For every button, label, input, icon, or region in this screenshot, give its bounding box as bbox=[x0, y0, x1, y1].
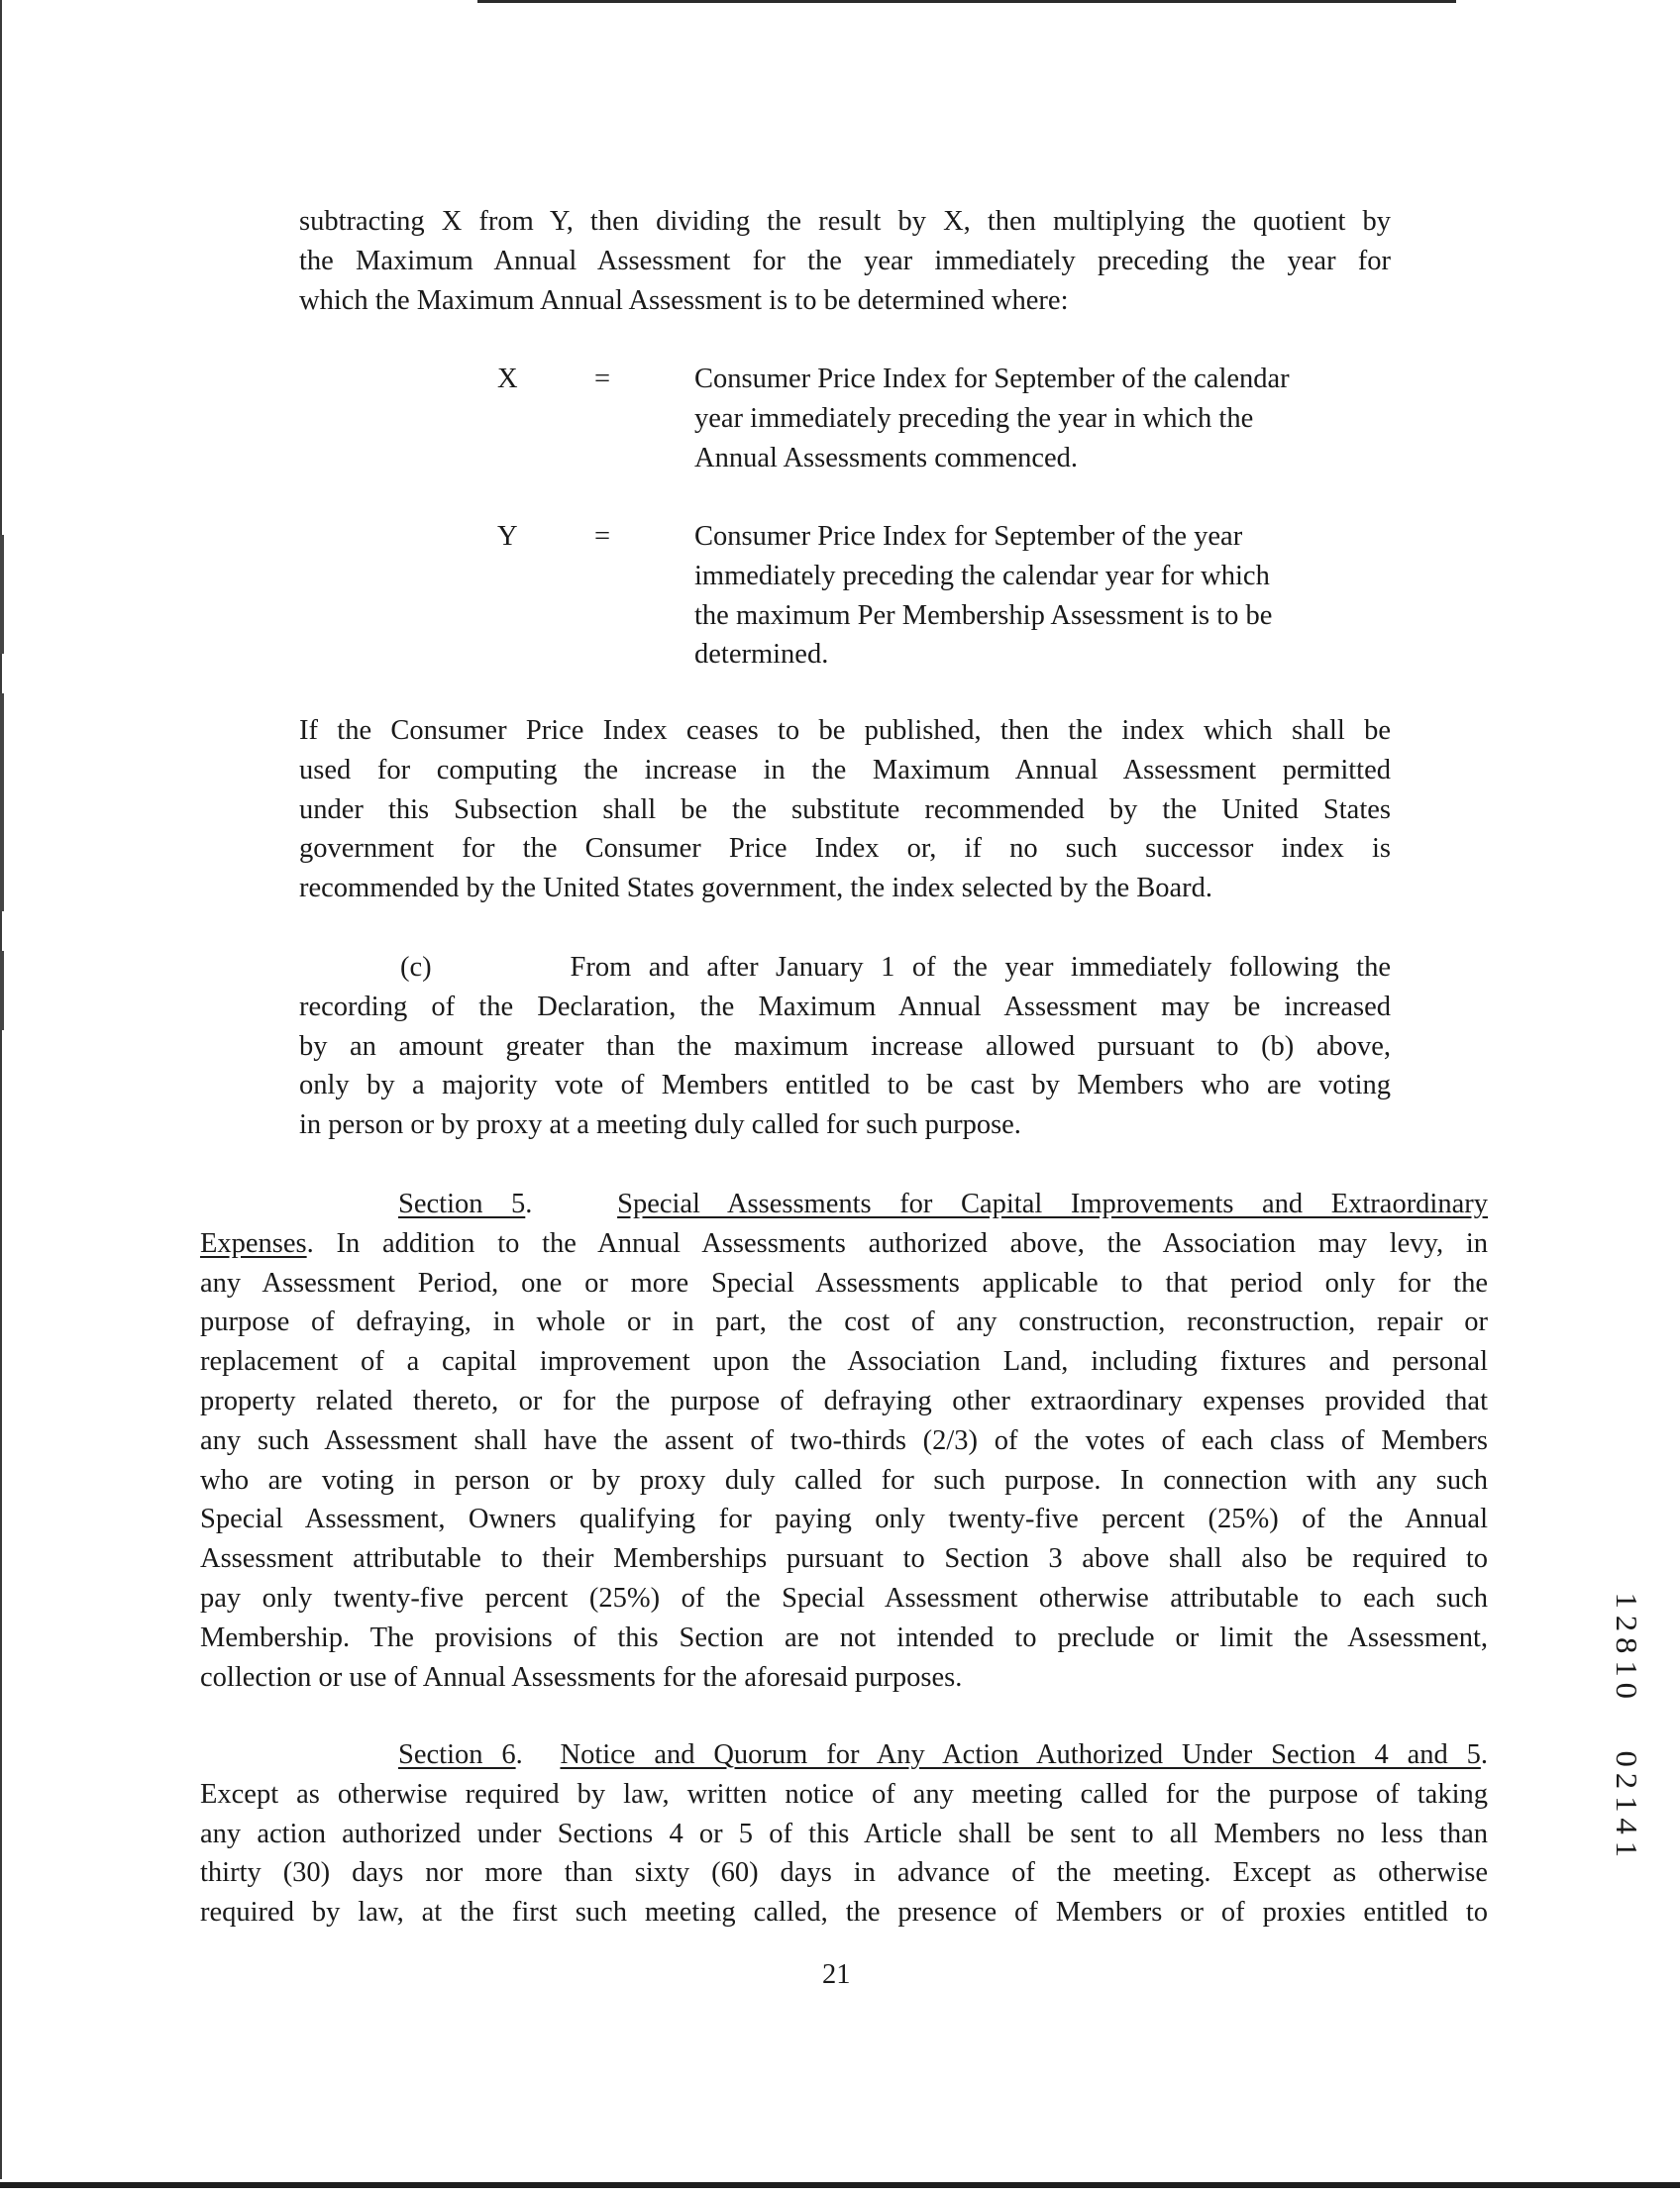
section-6-number: Section 6 bbox=[398, 1739, 516, 1770]
stamp-character: 1 bbox=[1609, 1659, 1644, 1677]
cpi-paragraph bbox=[299, 711, 1391, 908]
cpi-line: government for the Consumer Price Index or, if no such successor index is bbox=[299, 833, 1391, 865]
stamp-character: 4 bbox=[1609, 1818, 1644, 1834]
section-5-number: Section 5 bbox=[398, 1189, 526, 1219]
definition-text bbox=[694, 360, 1290, 477]
section-5-line: property related thereto, or for the purpose of defraying other extraordinary expenses provided that bbox=[200, 1385, 1488, 1416]
section-5-heading-line: Section 5. Special Assessments for Capital Improvements and Extraordinary bbox=[398, 1189, 1488, 1219]
section-6-line: Except as otherwise required by law, written notice of any meeting called for the purpose of taking bbox=[200, 1778, 1488, 1810]
page-number: 21 bbox=[822, 1959, 851, 1990]
subsection-c-text: From and after January 1 of the year immediately following the bbox=[570, 952, 1391, 983]
top-border-line bbox=[477, 0, 1456, 3]
section-5-line: collection or use of Annual Assessments for the aforesaid purposes. bbox=[200, 1661, 963, 1693]
cpi-line: If the Consumer Price Index ceases to be published, then the index which shall be bbox=[299, 715, 1391, 746]
stamp-character: 1 bbox=[1609, 1840, 1644, 1857]
definition-symbol: Y bbox=[497, 521, 518, 552]
section-6-title: Notice and Quorum for Any Action Authorized Under Section 4 and 5 bbox=[560, 1739, 1481, 1770]
definition-x bbox=[497, 360, 1290, 488]
definition-line: Consumer Price Index for September of the year bbox=[694, 521, 1243, 552]
stamp-character: 8 bbox=[1609, 1637, 1644, 1654]
section-5-line: replacement of a capital improvement upon the Association Land, including fixtures and personal bbox=[200, 1346, 1488, 1378]
cpi-line: used for computing the increase in the Maximum Annual Assessment permitted bbox=[299, 754, 1391, 785]
section-5-line: any such Assessment shall have the assent of two-thirds (2/3) of the votes of each class of Members bbox=[200, 1424, 1488, 1456]
stamp-character: 1 bbox=[1609, 1592, 1644, 1609]
cpi-line: under this Subsection shall be the substitute recommended by the United States bbox=[299, 793, 1391, 825]
recording-stamp bbox=[1609, 1589, 1644, 1859]
section-5-line: who are voting in person or by proxy duly called for such purpose. In connection with any such bbox=[200, 1464, 1488, 1496]
definition-line: the maximum Per Membership Assessment is to be bbox=[694, 599, 1273, 631]
scan-mark bbox=[0, 693, 4, 911]
definition-line: year immediately preceding the year in which the bbox=[694, 402, 1254, 434]
section-5-title-cont: Expenses bbox=[200, 1227, 307, 1259]
cpi-line: recommended by the United States government, the index selected by the Board. bbox=[299, 873, 1213, 904]
section-6-line: thirty (30) days nor more than sixty (60) days in advance of the meeting. Except as otherwise bbox=[200, 1857, 1488, 1889]
scan-mark bbox=[0, 951, 4, 1030]
definition-equals: = bbox=[594, 364, 611, 394]
subsection-marker: (c) bbox=[400, 952, 432, 983]
subsection-c-line: recording of the Declaration, the Maximum Annual Assessment may be increased bbox=[299, 991, 1391, 1022]
intro-paragraph bbox=[299, 202, 1391, 320]
definition-y bbox=[497, 517, 1273, 685]
intro-line: the Maximum Annual Assessment for the year immediately preceding the year for bbox=[299, 245, 1391, 276]
left-scan-edge bbox=[0, 0, 2, 2179]
subsection-c bbox=[299, 948, 1391, 1145]
section-5-text: In addition to the Annual Assessments authorized above, the Association may levy, in bbox=[336, 1227, 1489, 1259]
subsection-c-first-line bbox=[299, 948, 1391, 988]
bottom-border-line bbox=[0, 2182, 1680, 2188]
definition-line: Annual Assessments commenced. bbox=[694, 442, 1079, 473]
definition-symbol: X bbox=[497, 364, 518, 394]
section-5-line: pay only twenty-five percent (25%) of the Special Assessment otherwise attributable to each such bbox=[200, 1582, 1488, 1614]
scan-mark bbox=[0, 535, 4, 654]
stamp-character: 1 bbox=[1609, 1795, 1644, 1812]
stamp-character: 2 bbox=[1609, 1615, 1644, 1631]
intro-line: which the Maximum Annual Assessment is to be determined where: bbox=[299, 284, 1069, 316]
subsection-c-line: by an amount greater than the maximum increase allowed pursuant to (b) above, bbox=[299, 1030, 1391, 1062]
section-6-heading-line: Section 6. Notice and Quorum for Any Action Authorized Under Section 4 and 5. bbox=[398, 1739, 1488, 1770]
section-5-line: purpose of defraying, in whole or in part, the cost of any construction, reconstruction, repair or bbox=[200, 1307, 1488, 1338]
subsection-c-line: only by a majority vote of Members entitled to be cast by Members who are voting bbox=[299, 1070, 1391, 1101]
stamp-character: 0 bbox=[1609, 1682, 1644, 1700]
section-5-line: any Assessment Period, one or more Special Assessments applicable to that period only for the bbox=[200, 1267, 1488, 1299]
stamp-character: 0 bbox=[1609, 1749, 1644, 1767]
section-5-line: Membership. The provisions of this Section are not intended to preclude or limit the Assessment, bbox=[200, 1622, 1488, 1653]
section-5-title: Special Assessments for Capital Improvements and Extraordinary bbox=[617, 1189, 1488, 1219]
definition-line: determined. bbox=[694, 639, 829, 671]
section-5 bbox=[200, 1185, 1488, 1697]
section-5-line: Expenses. In addition to the Annual Assessments authorized above, the Association may levy, in bbox=[200, 1227, 1489, 1259]
intro-line: subtracting X from Y, then dividing the result by X, then multiplying the quotient by bbox=[299, 206, 1391, 237]
definition-text bbox=[694, 517, 1273, 675]
definition-equals: = bbox=[594, 521, 611, 552]
section-6 bbox=[200, 1735, 1488, 1933]
section-5-line: Assessment attributable to their Memberships pursuant to Section 3 above shall also be required to bbox=[200, 1543, 1488, 1575]
section-5-line: Special Assessment, Owners qualifying for paying only twenty-five percent (25%) of the Annual bbox=[200, 1504, 1488, 1535]
definition-line: immediately preceding the calendar year for which bbox=[694, 560, 1270, 591]
definition-line: Consumer Price Index for September of the calendar bbox=[694, 364, 1290, 394]
subsection-c-line: in person or by proxy at a meeting duly called for such purpose. bbox=[299, 1109, 1021, 1141]
section-6-line: required by law, at the first such meeting called, the presence of Members or of proxies entitled to bbox=[200, 1897, 1488, 1929]
section-6-line: any action authorized under Sections 4 or 5 of this Article shall be sent to all Members no less than bbox=[200, 1818, 1488, 1849]
stamp-character: 2 bbox=[1609, 1772, 1644, 1790]
